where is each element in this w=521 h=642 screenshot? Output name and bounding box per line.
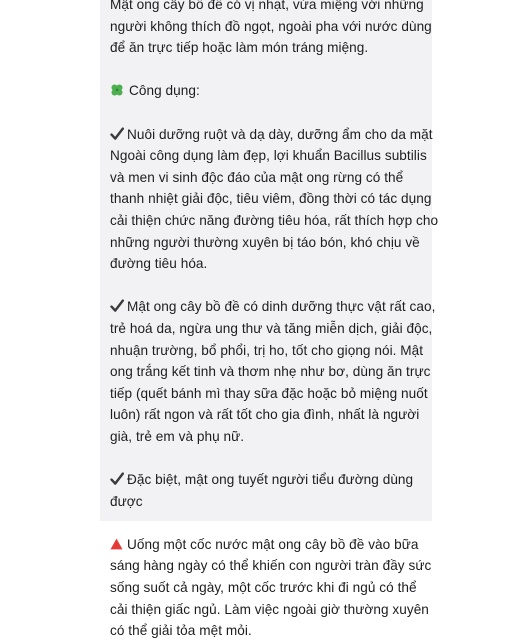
benefit-bullet: [110, 296, 436, 447]
bullet-line: đường tiêu hóa.: [110, 256, 208, 272]
warning-text: Uống một cốc nước mật ong cây bồ đề vào bữa: [127, 536, 419, 552]
warning-line: sáng hàng ngày có thể khiến con người tràn đầy sức: [110, 558, 432, 574]
section-heading: [110, 80, 432, 102]
bullet-line: ong trắng kết tinh và thơm nhẹ như bơ, dùng ăn trực: [110, 364, 431, 380]
benefit-bullet: [110, 124, 439, 275]
bullet-line: [110, 124, 432, 146]
warning-line: sống suốt cả ngày, một cốc trước khi đi ngủ có thể: [110, 580, 417, 596]
bullet-text: Mật ong cây bồ đề có dinh dưỡng thực vật rất cao,: [127, 299, 436, 315]
bullet-line: già, trẻ em và phụ nữ.: [110, 428, 245, 444]
bullet-line: Ngoài công dụng làm đẹp, lợi khuẩn Bacillus subtilis: [110, 148, 427, 164]
intro-line: để ăn trực tiếp hoặc làm món tráng miệng.: [110, 40, 369, 56]
bullet-line: thanh nhiệt giải độc, tiêu viêm, đồng thời có tác dụng: [110, 191, 432, 207]
warning-line: có thể giải tỏa mệt mỏi.: [110, 623, 252, 639]
bullet-line: [110, 469, 432, 491]
four-leaf-clover-icon: [110, 82, 124, 96]
intro-line: người không thích đồ ngọt, ngoài pha với nước dùng: [110, 18, 432, 34]
red-triangle-icon: [110, 535, 123, 547]
benefit-bullet: [110, 469, 432, 512]
bullet-line: nhuận trường, bổ phổi, trị ho, tốt cho giọng nói. Mật: [110, 342, 424, 358]
intro-paragraph: [110, 0, 432, 59]
bullet-text: Đặc biệt, mật ong tuyết người tiểu đường dùng: [127, 472, 414, 488]
bullet-line: những người thường xuyên bị táo bón, khó chịu về: [110, 234, 420, 250]
bullet-line: được: [110, 493, 143, 509]
check-mark-icon: [110, 126, 124, 140]
bullet-line: trẻ hoá da, ngừa ung thư và tăng miễn dịch, giải độc,: [110, 320, 433, 336]
bullet-line: tiếp (quết bánh mì thay sữa đặc hoặc bỏ miệng nuốt: [110, 385, 428, 401]
bullet-line: và men vi sinh độc đáo của mật ong rừng có thể: [110, 169, 404, 185]
section-heading-text: Công dụng:: [129, 83, 200, 99]
check-mark-icon: [110, 298, 124, 312]
warning-paragraph: [110, 534, 432, 642]
bullet-line: [110, 296, 436, 318]
bullet-text: Nuôi dưỡng ruột và dạ dày, dưỡng ẩm cho da mặt: [127, 126, 433, 142]
intro-line: Mật ong cây bồ đề có vị nhạt, vừa miệng với những: [110, 0, 424, 12]
bullet-line: cải thiện chức năng đường tiêu hóa, rất thích hợp cho: [110, 212, 439, 228]
check-mark-icon: [110, 471, 124, 485]
warning-line: cải thiện giấc ngủ. Làm việc ngoài giờ thường xuyên: [110, 601, 429, 617]
warning-line: [110, 534, 432, 556]
post-text: [110, 0, 439, 642]
bullet-line: luôn) rất ngon và rất tốt cho gia đình, nhất là người: [110, 407, 420, 423]
